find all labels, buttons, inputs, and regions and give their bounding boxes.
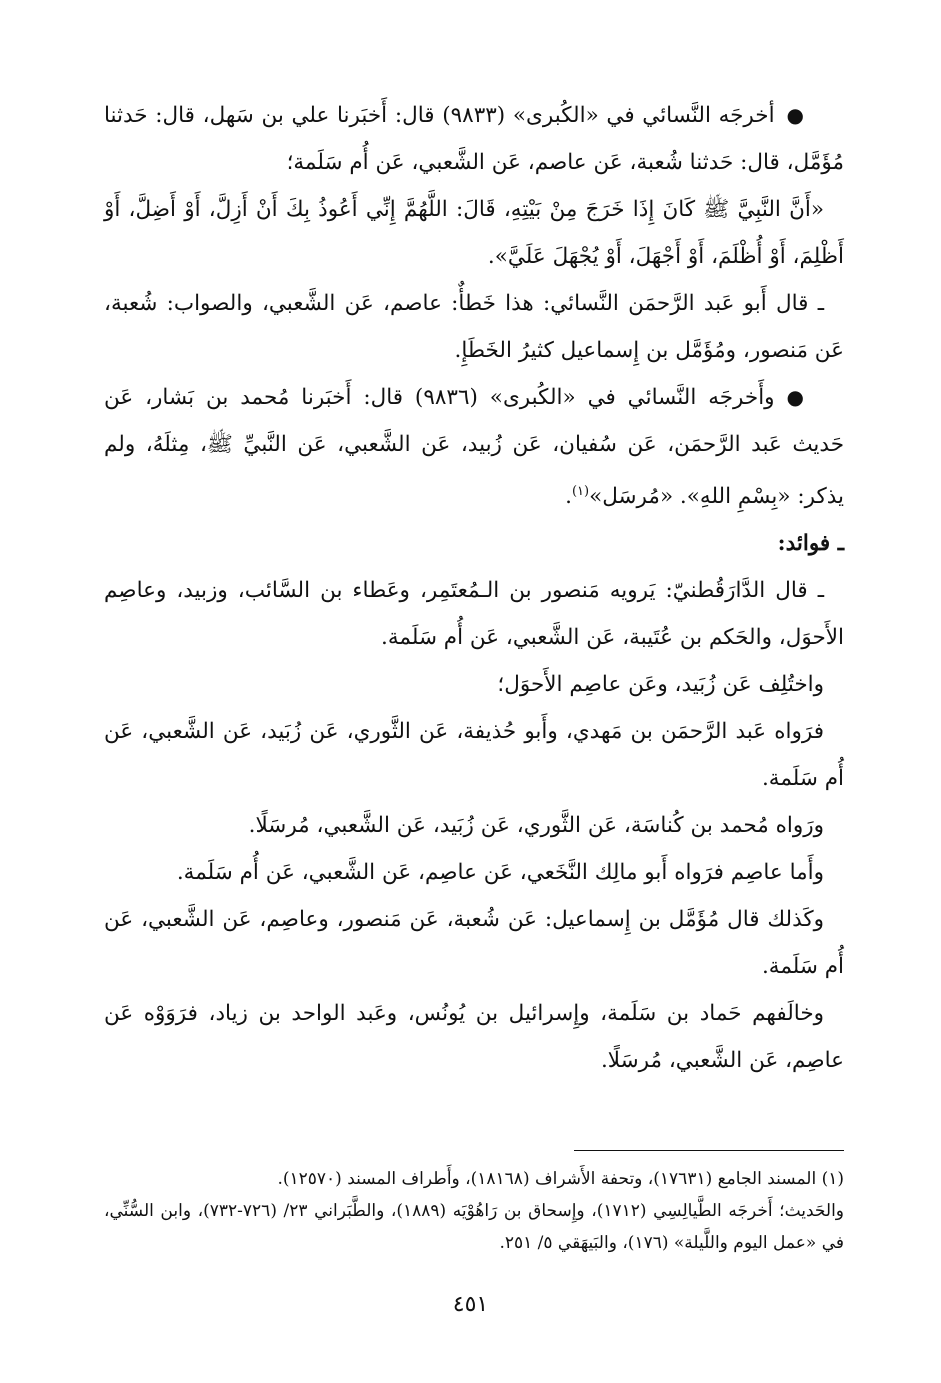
footnote-2: والحَديث؛ أَخرجَه الطَّيالِسِي (١٧١٢)، وإِسحاق بن رَاهُوْيَه (١٨٨٩)، والطَّبَراني ٢٣/ (٧٢٦-٧٣٢)، وابن السُّنِّي، في «عمل اليوم واللَّيلة» (١٧٦)، والبَيهَقي ٥/ ٢٥١. bbox=[104, 1201, 845, 1253]
paragraph-3: ـ قال أَبو عَبد الرَّحمَن النَّسائي: هذا خَطأٌ: عاصم، عَن الشَّعبي، والصواب: شُعبة، عَن مَنصور، ومُؤَمَّل بن إِسماعيل كثيرُ الخَطَإِ. bbox=[104, 291, 844, 363]
paragraph-1 bbox=[104, 92, 844, 186]
footnote-1: (١) المسند الجامع (١٧٦٣١)، وتحفة الأَشراف (١٨١٦٨)، وأَطراف المسند (١٢٥٧٠). bbox=[277, 1169, 844, 1189]
footnote-marker: (١) bbox=[571, 484, 590, 499]
paragraph-8: ورَواه مُحمد بن كُناسَة، عَن الثَّوري، عَن زُبَيد، عَن الشَّعبي، مُرسَلًا. bbox=[248, 813, 824, 839]
paragraph-11: وخالَفهم حَماد بن سَلَمة، وإِسرائيل بن يُونُس، وعَبد الواحد بن زياد، فرَوَوْه عَن عاصِم، عَن الشَّعبي، مُرسَلًا. bbox=[104, 1001, 844, 1074]
paragraph-5: ـ قال الدَّارَقُطنيّ: يَرويه مَنصور بن الـمُعتَمِر، وعَطاء بن السَّائب، وزبيد، وعاصِم الأَحوَل، والحَكم بن عُتَيبة، عَن الشَّعبي، عَن أُم سَلَمة. bbox=[104, 578, 844, 651]
paragraph-9: وأَما عاصِم فرَواه أَبو مالِك النَّخَعي، عَن عاصِم، عَن الشَّعبي، عَن أُم سَلَمة. bbox=[176, 860, 824, 886]
footnotes bbox=[104, 1150, 844, 1259]
bullet-icon: ● bbox=[786, 385, 804, 409]
paragraph-7: فرَواه عَبد الرَّحمَن بن مَهدي، وأَبو حُذيفة، عَن الثَّوري، عَن زُبَيد، عَن الشَّعبي، عَن أُم سَلَمة. bbox=[104, 719, 844, 792]
section-heading: ـ فوائد: bbox=[777, 531, 844, 557]
paragraph-4-end: . bbox=[565, 484, 572, 510]
hadith-text: «أَنَّ النَّبِيَّ ﷺ كَانَ إِذَا خَرَجَ مِنْ بَيْتِهِ، قَالَ: اللَّهُمَّ إِنِّي أَعُوذُ بِكَ أَنْ أَزِلَّ، أَوْ أَضِلَّ، أَوْ أَظْلِمَ، أَوْ أُظْلَمَ، أَوْ أَجْهَلَ، أَوْ يُجْهَلَ عَلَيَّ». bbox=[104, 197, 844, 269]
paragraph-4 bbox=[104, 374, 844, 520]
paragraph-4-text: وأَخرجَه النَّسائي في «الكُبرى» (٩٨٣٦) قال: أَخبَرنا مُحمد بن بَشار، عَن حَديث عَبد الرَّحمَن، عَن سُفيان، عَن زُبيد، عَن الشَّعبي، عَن النَّبيِّ ﷺ، مِثلَهُ، ولم يذكر: «بِسْمِ اللهِ». «مُرسَل» bbox=[104, 385, 844, 510]
bullet-icon: ● bbox=[786, 103, 804, 127]
main-text bbox=[104, 92, 844, 1084]
paragraph-10: وكَذلك قال مُؤَمَّل بن إِسماعيل: عَن شُعبة، عَن مَنصور، وعاصِم، عَن الشَّعبي، عَن أُم سَلَمة. bbox=[104, 907, 844, 980]
page-number: ٤٥١ bbox=[452, 1292, 489, 1317]
footnote-divider bbox=[574, 1150, 844, 1151]
paragraph-1-text: أخرجَه النَّسائي في «الكُبرى» (٩٨٣٣) قال: أَخبَرنا علي بن سَهل، قال: حَدثنا مُؤَمَّل، قال: حَدثنا شُعبة، عَن عاصم، عَن الشَّعبي، عَن أُم سَلَمة؛ bbox=[104, 103, 844, 175]
paragraph-6: واختُلِف عَن زُبَيد، وعَن عاصِم الأَحوَل؛ bbox=[497, 672, 824, 698]
